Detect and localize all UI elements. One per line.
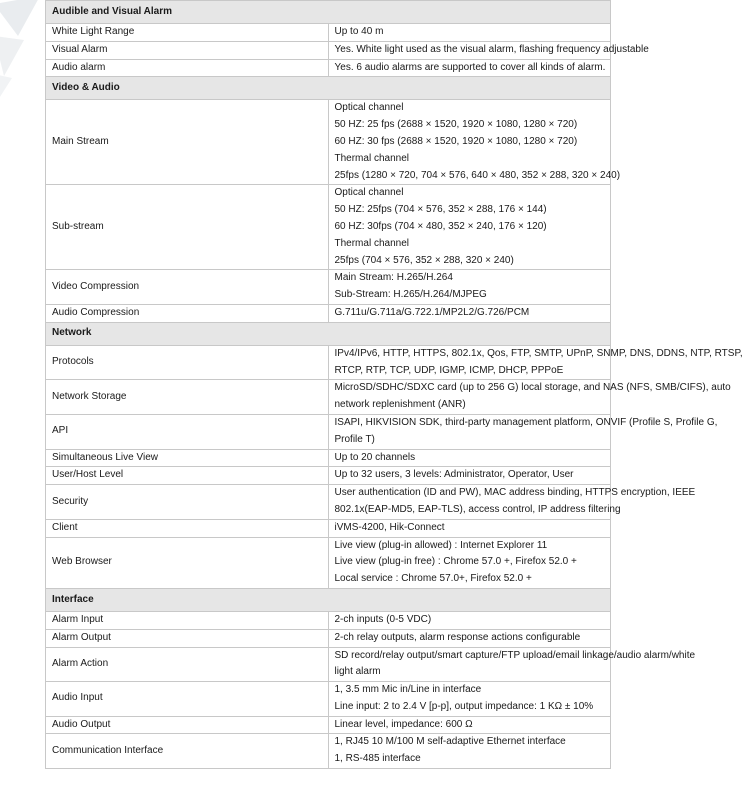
spec-row bbox=[46, 611, 611, 629]
section-header-row bbox=[46, 1, 611, 24]
spec-row bbox=[46, 270, 611, 305]
spec-value-line: Thermal channel bbox=[334, 237, 409, 249]
spec-value-line: 2-ch relay outputs, alarm response actions configurable bbox=[334, 631, 581, 643]
spec-value-line: IPv4/IPv6, HTTP, HTTPS, 802.1x, Qos, FTP, SMTP, UPnP, SNMP, DNS, DDNS, NTP, RTSP, bbox=[334, 347, 743, 359]
spec-key: White Light Range bbox=[46, 24, 329, 42]
spec-value-line: Linear level, impedance: 600 Ω bbox=[334, 718, 473, 730]
spec-value-line: Line input: 2 to 2.4 V [p-p], output impedance: 1 KΩ ± 10% bbox=[334, 700, 594, 712]
spec-row bbox=[46, 682, 611, 717]
brand-watermark-graphic bbox=[0, 0, 44, 106]
spec-key: Visual Alarm bbox=[46, 41, 329, 59]
spec-value-line: 50 HZ: 25 fps (2688 × 1520, 1920 × 1080, 1280 × 720) bbox=[334, 119, 578, 131]
spec-value-line: Profile T) bbox=[334, 433, 375, 445]
spec-row bbox=[46, 41, 611, 59]
spec-row bbox=[46, 467, 611, 485]
spec-value bbox=[328, 304, 611, 322]
spec-value-line: Up to 32 users, 3 levels: Administrator, Operator, User bbox=[334, 469, 574, 481]
spec-value bbox=[328, 449, 611, 467]
spec-key: Alarm Output bbox=[46, 629, 329, 647]
spec-value-line: 50 HZ: 25fps (704 × 576, 352 × 288, 176 × 144) bbox=[334, 204, 547, 216]
section-title: Network bbox=[46, 322, 611, 345]
spec-value-line: Optical channel bbox=[334, 102, 404, 114]
spec-key: Network Storage bbox=[46, 380, 329, 415]
spec-value-line: 60 HZ: 30fps (704 × 480, 352 × 240, 176 × 120) bbox=[334, 220, 547, 232]
spec-row bbox=[46, 185, 611, 270]
spec-row bbox=[46, 100, 611, 185]
spec-value-line: 25fps (704 × 576, 352 × 288, 320 × 240) bbox=[334, 254, 514, 266]
spec-key: Simultaneous Live View bbox=[46, 449, 329, 467]
section-title: Interface bbox=[46, 588, 611, 611]
spec-value bbox=[328, 270, 611, 305]
spec-value bbox=[328, 682, 611, 717]
spec-row bbox=[46, 485, 611, 520]
spec-key: Video Compression bbox=[46, 270, 329, 305]
spec-value-line: SD record/relay output/smart capture/FTP upload/email linkage/audio alarm/white bbox=[334, 649, 696, 661]
spec-value bbox=[328, 519, 611, 537]
specifications-table bbox=[45, 0, 743, 769]
spec-value-line: Optical channel bbox=[334, 187, 404, 199]
spec-value-line: MicroSD/SDHC/SDXC card (up to 256 G) local storage, and NAS (NFS, SMB/CIFS), auto bbox=[334, 382, 731, 394]
spec-row bbox=[46, 647, 611, 682]
spec-key: Communication Interface bbox=[46, 734, 329, 769]
spec-value bbox=[328, 414, 718, 449]
spec-row bbox=[46, 716, 611, 734]
spec-value-line: Live view (plug-in allowed) : Internet Explorer 11 bbox=[334, 539, 548, 551]
spec-row bbox=[46, 734, 611, 769]
section-title: Audible and Visual Alarm bbox=[46, 1, 611, 24]
spec-value bbox=[328, 485, 696, 520]
spec-row bbox=[46, 345, 611, 380]
spec-row bbox=[46, 414, 611, 449]
spec-key: Audio Compression bbox=[46, 304, 329, 322]
spec-value bbox=[328, 345, 743, 380]
spec-key: Audio Output bbox=[46, 716, 329, 734]
spec-key: Sub-stream bbox=[46, 185, 329, 270]
spec-value bbox=[328, 185, 611, 270]
spec-value-line: Local service : Chrome 57.0+, Firefox 52.0 + bbox=[334, 573, 532, 585]
spec-value-line: Yes. White light used as the visual alarm, flashing frequency adjustable bbox=[334, 43, 649, 55]
spec-value-line: Sub-Stream: H.265/H.264/MJPEG bbox=[334, 289, 487, 301]
spec-key: User/Host Level bbox=[46, 467, 329, 485]
spec-key: Alarm Input bbox=[46, 611, 329, 629]
spec-value-line: 25fps (1280 × 720, 704 × 576, 640 × 480, 352 × 288, 320 × 240) bbox=[334, 169, 621, 181]
spec-value-line: Up to 20 channels bbox=[334, 451, 416, 463]
spec-key: Protocols bbox=[46, 345, 329, 380]
spec-key: Alarm Action bbox=[46, 647, 329, 682]
spec-value-line: RTCP, RTP, TCP, UDP, IGMP, ICMP, DHCP, PPPoE bbox=[334, 364, 564, 376]
spec-value-line: Main Stream: H.265/H.264 bbox=[334, 272, 453, 284]
spec-value-line: light alarm bbox=[334, 666, 381, 678]
spec-row bbox=[46, 380, 611, 415]
spec-value-line: 802.1x(EAP-MD5, EAP-TLS), access control, IP address filtering bbox=[334, 503, 621, 515]
spec-row bbox=[46, 449, 611, 467]
spec-value-line: iVMS-4200, Hik-Connect bbox=[334, 521, 445, 533]
spec-value bbox=[328, 24, 611, 42]
spec-value bbox=[328, 41, 649, 59]
section-header-row bbox=[46, 77, 611, 100]
spec-row bbox=[46, 537, 611, 588]
spec-value bbox=[328, 629, 611, 647]
spec-value-line: Yes. 6 audio alarms are supported to cover all kinds of alarm. bbox=[334, 61, 606, 73]
spec-value bbox=[328, 647, 696, 682]
spec-key: Web Browser bbox=[46, 537, 329, 588]
spec-row bbox=[46, 519, 611, 537]
section-header-row bbox=[46, 322, 611, 345]
spec-key: Client bbox=[46, 519, 329, 537]
spec-value-line: ISAPI, HIKVISION SDK, third-party management platform, ONVIF (Profile S, Profile G, bbox=[334, 416, 718, 428]
spec-value-line: 1, 3.5 mm Mic in/Line in interface bbox=[334, 684, 482, 696]
spec-value bbox=[328, 537, 611, 588]
spec-key: Audio Input bbox=[46, 682, 329, 717]
spec-key: Security bbox=[46, 485, 329, 520]
spec-value-line: Live view (plug-in free) : Chrome 57.0 +, Firefox 52.0 + bbox=[334, 556, 577, 568]
spec-key: API bbox=[46, 414, 329, 449]
spec-value-line: 60 HZ: 30 fps (2688 × 1520, 1920 × 1080, 1280 × 720) bbox=[334, 135, 578, 147]
spec-value bbox=[328, 100, 621, 185]
spec-value-line: 1, RJ45 10 M/100 M self-adaptive Ethernet interface bbox=[334, 736, 566, 748]
spec-row bbox=[46, 304, 611, 322]
spec-value-line: network replenishment (ANR) bbox=[334, 399, 466, 411]
spec-value-line: 1, RS-485 interface bbox=[334, 753, 421, 765]
spec-value-line: G.711u/G.711a/G.722.1/MP2L2/G.726/PCM bbox=[334, 306, 530, 318]
spec-value bbox=[328, 611, 611, 629]
spec-value-line: 2-ch inputs (0-5 VDC) bbox=[334, 613, 432, 625]
spec-value-line: Up to 40 m bbox=[334, 26, 384, 37]
spec-value bbox=[328, 716, 611, 734]
section-title: Video & Audio bbox=[46, 77, 611, 100]
spec-row bbox=[46, 24, 611, 42]
spec-row bbox=[46, 629, 611, 647]
section-header-row bbox=[46, 588, 611, 611]
spec-value bbox=[328, 734, 611, 769]
spec-key: Main Stream bbox=[46, 100, 329, 185]
spec-value-line: Thermal channel bbox=[334, 152, 409, 164]
spec-key: Audio alarm bbox=[46, 59, 329, 77]
spec-row bbox=[46, 59, 611, 77]
spec-value-line: User authentication (ID and PW), MAC address binding, HTTPS encryption, IEEE bbox=[334, 487, 696, 499]
spec-value bbox=[328, 59, 611, 77]
spec-value bbox=[328, 467, 611, 485]
spec-value bbox=[328, 380, 731, 415]
